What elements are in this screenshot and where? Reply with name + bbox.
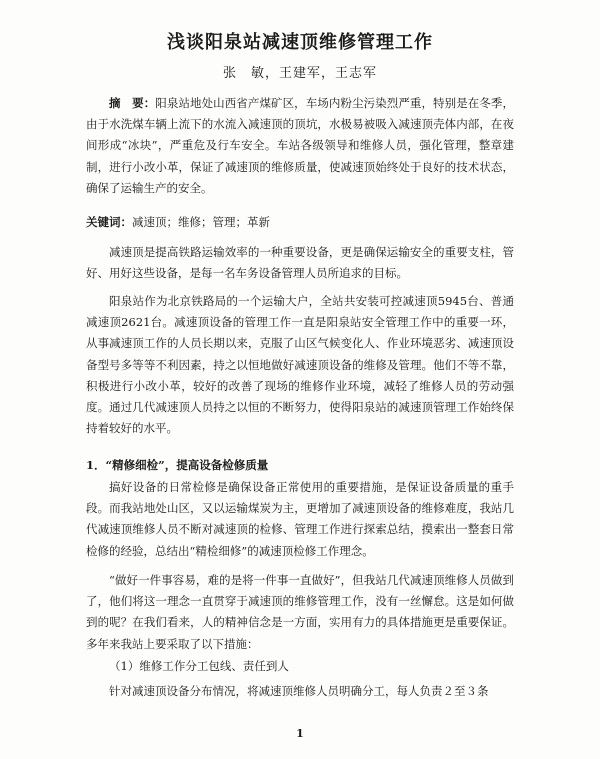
abstract-label: 摘 要： [109,96,156,110]
paper-title: 浅谈阳泉站减速顶维修管理工作 [167,32,433,53]
author-line: 张 敏，王建军，王志军 [222,66,377,81]
section-1-paragraph-2: “做好一件事容易，难的是将一件事一直做好”，但我站几代减速顶维修人员做到了，他们将这一理念一直贯穿于减速顶的维修管理工作，没有一丝懈怠。这是如何做到的呢？在我们看来，人的精神信念是一方面，实用有力的具体措施更是重要保证。多年来我站上要采取了以下措施： [86,573,514,651]
keywords-label: 关键词： [86,215,132,229]
section-1-sub-1-paragraph: 针对减速顶设备分布情况，将减速顶维修人员明确分工，每人负责２至３条 [109,684,489,698]
keywords-text: 减速顶；维修；管理；革新 [132,215,270,229]
keywords-paragraph [86,212,514,233]
abstract-paragraph [86,93,514,199]
abstract-text: 阳泉站地处山西省产煤矿区，车场内粉尘污染烈严重，特别是在冬季，由于水洗煤车辆上流下的水流入减速顶的顶坑，水极易被吸入减速顶壳体内部，在夜间形成“冰块”，严重危及行车安全。车站各级领导和维修人员，强化管理，整章建制，进行小改小革，保证了减速顶的维修质量，使减速顶始终处于良好的技术状态，确保了运输生产的安全。 [86,96,514,195]
page-number: 1 [296,727,304,740]
section-1-heading: 1．“精修细检”，提高设备检修质量 [86,458,269,472]
intro-paragraph-1: 减速顶是提高铁路运输效率的一种重要设备，更是确保运输安全的重要支柱，管好、用好这些设备，是每一名车务设备管理人员所追求的目标。 [86,245,514,281]
intro-paragraph-2: 阳泉站作为北京铁路局的一个运输大户，全站共安装可控减速顶5945台、普通减速顶2621台。减速顶设备的管理工作一直是阳泉站安全管理工作中的重要一环，从事减速顶工作的人员长期以来，克服了山区气候变化人、作业环境恶劣、减速顶设备型号多等等不利因素，持之以恒地做好减速顶设备的维修及管理。他们不等不靠，积极进行小改小革，较好的改善了现场的维修作业环境，减轻了维修人员的劳动强度。通过几代减速顶人员持之以恒的不断努力，使得阳泉站的减速顶管理工作始终保持着较好的水平。 [86,294,514,436]
section-1-paragraph-1: 搞好设备的日常检修是确保设备正常使用的重要措施，是保证设备质量的重手段。而我站地处山区，又以运输煤炭为主，更增加了减速顶设备的维修难度，我站几代减速顶维修人员不断对减速顶的检修、管理工作进行探索总结，摸索出一整套日常检修的经验，总结出“精检细修”的减速顶检修工作理念。 [86,480,514,558]
section-1-subheading-1: （1）维修工作分工包线、责任到人 [109,659,289,673]
